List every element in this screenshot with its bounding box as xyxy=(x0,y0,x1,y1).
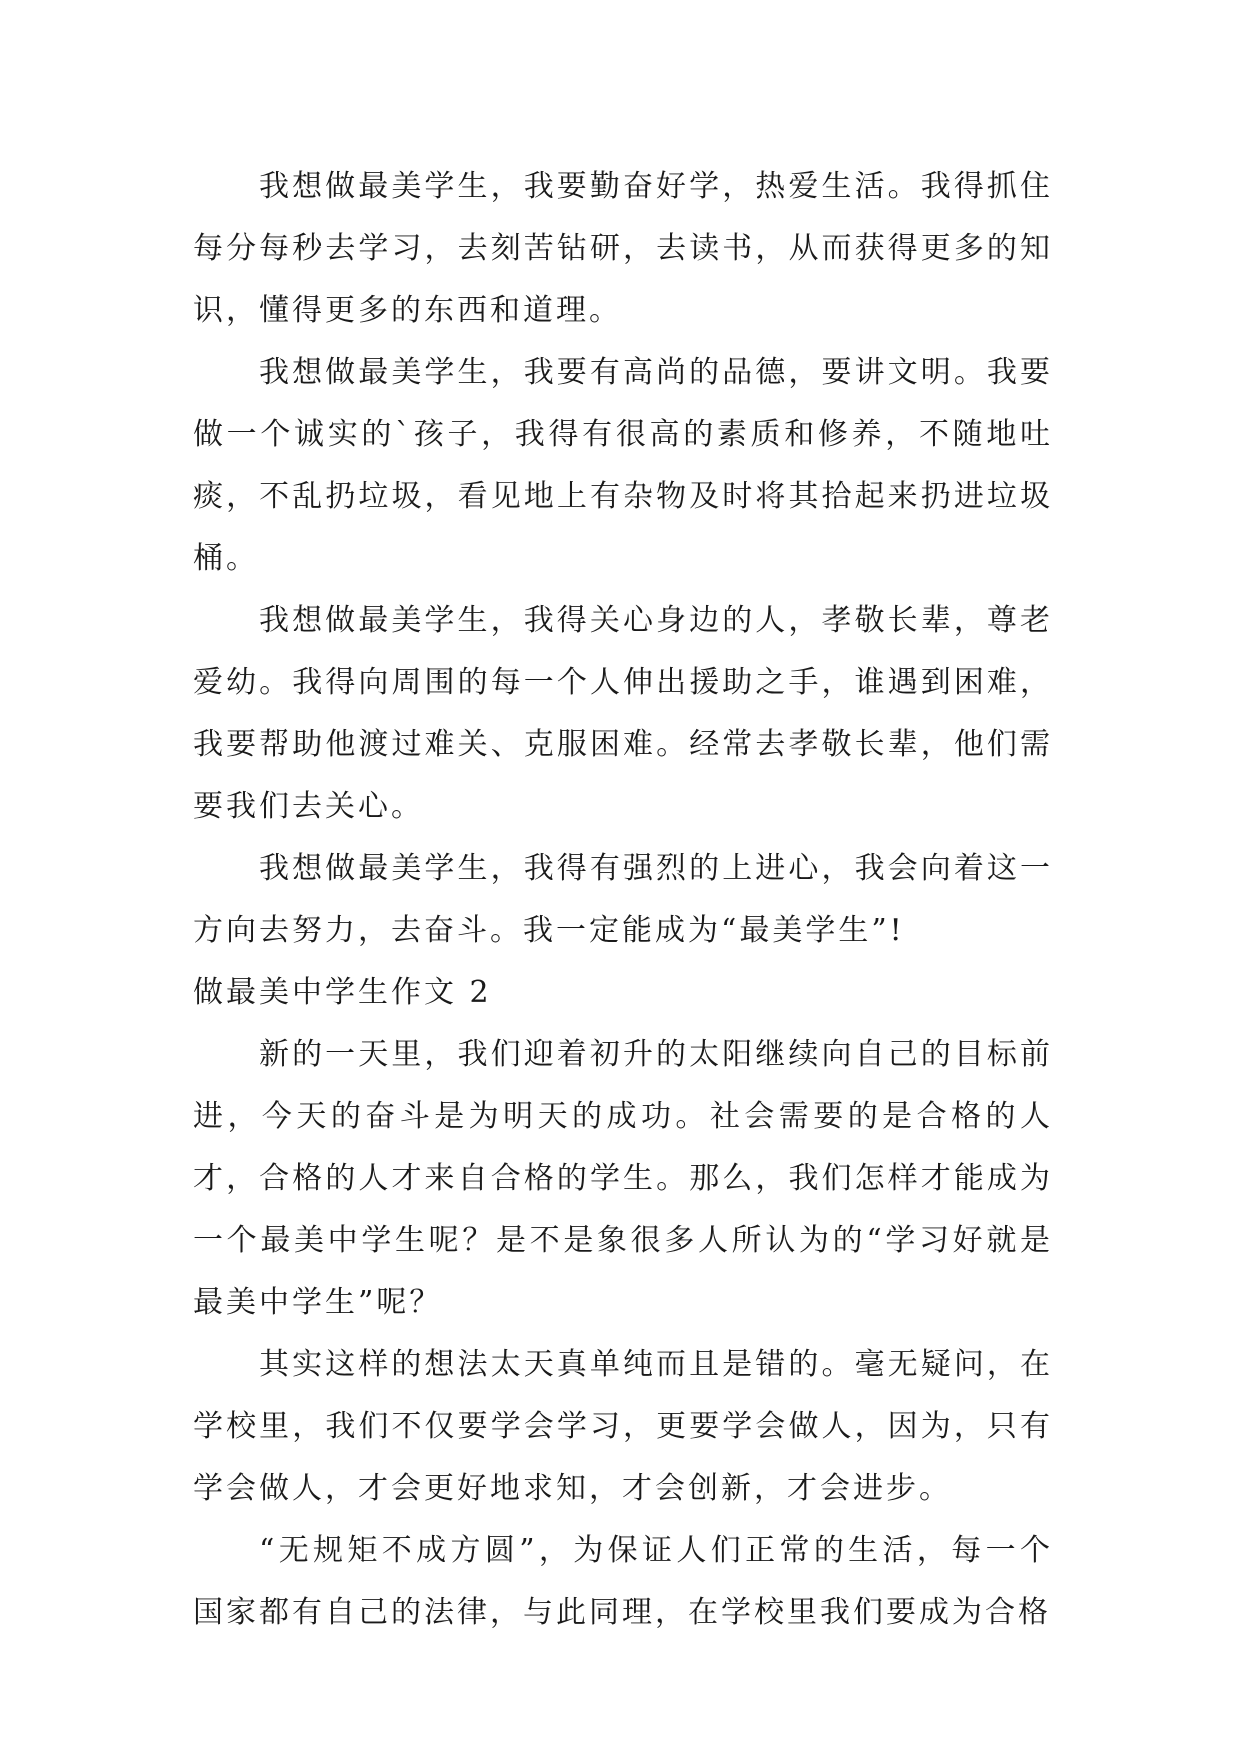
paragraph-7: “无规矩不成方圆”，为保证人们正常的生活，每一个国家都有自己的法律，与此同理，在学校里我们要成为合格 xyxy=(193,1533,1053,1630)
paragraph-5: 新的一天里，我们迎着初升的太阳继续向自己的目标前进，今天的奋斗是为明天的成功。社会需要的是合格的人才，合格的人才来自合格的学生。那么，我们怎样才能成为一个最美中学生呢？是不是象很多人所认为的“学习好就是最美中学生”呢？ xyxy=(193,1037,1053,1320)
document-body xyxy=(193,156,1053,1644)
paragraph-6: 其实这样的想法太天真单纯而且是错的。毫无疑问，在学校里，我们不仅要学会学习，更要学会做人，因为，只有学会做人，才会更好地求知，才会创新，才会进步。 xyxy=(193,1347,1053,1506)
paragraph-1: 我想做最美学生，我要勤奋好学，热爱生活。我得抓住每分每秒去学习，去刻苦钻研，去读书，从而获得更多的知识，懂得更多的东西和道理。 xyxy=(193,169,1053,328)
section-heading: 做最美中学生作文 2 xyxy=(193,975,492,1010)
paragraph-3: 我想做最美学生，我得关心身边的人，孝敬长辈，尊老爱幼。我得向周围的每一个人伸出援助之手，谁遇到困难，我要帮助他渡过难关、克服困难。经常去孝敬长辈，他们需要我们去关心。 xyxy=(193,603,1053,824)
paragraph-2: 我想做最美学生，我要有高尚的品德，要讲文明。我要做一个诚实的`孩子，我得有很高的素质和修养，不随地吐痰，不乱扔垃圾，看见地上有杂物及时将其拾起来扔进垃圾桶。 xyxy=(193,355,1053,576)
paragraph-4: 我想做最美学生，我得有强烈的上进心，我会向着这一方向去努力，去奋斗。我一定能成为“最美学生”! xyxy=(193,851,1053,948)
